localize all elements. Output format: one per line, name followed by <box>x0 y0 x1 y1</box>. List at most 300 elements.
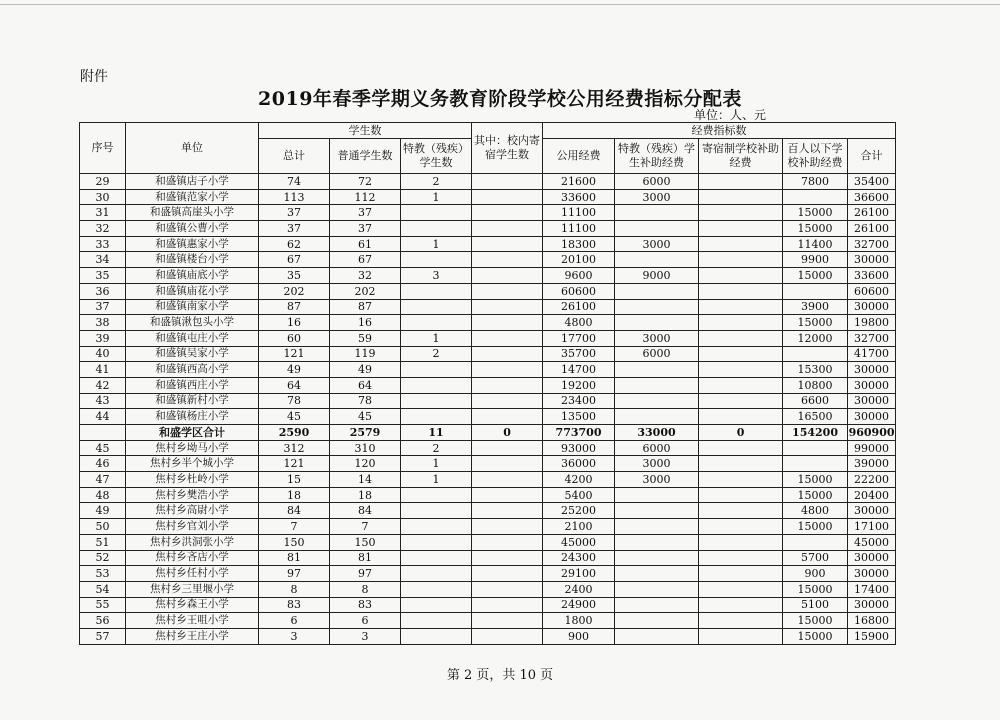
cell-small-school-subsidy: 12000 <box>783 330 848 346</box>
cell-total: 312 <box>259 440 330 456</box>
cell-total: 64 <box>259 377 330 393</box>
cell-special <box>401 503 472 519</box>
cell-public-funds: 20100 <box>543 252 615 268</box>
cell-unit-name: 和盛镇惠家小学 <box>126 236 259 252</box>
cell-total: 62 <box>259 236 330 252</box>
cell-small-school-subsidy: 15000 <box>783 519 848 535</box>
cell-public-funds: 45000 <box>543 534 615 550</box>
cell-unit-name: 焦村乡官刘小学 <box>126 519 259 535</box>
cell-special <box>401 362 472 378</box>
cell-public-funds: 93000 <box>543 440 615 456</box>
cell-public-funds: 17700 <box>543 330 615 346</box>
cell-boarding <box>472 189 543 205</box>
cell-boarding-subsidy <box>699 613 783 629</box>
header-small-school-subsidy: 百人以下学校补助经费 <box>783 139 848 174</box>
cell-boarding-subsidy <box>699 628 783 644</box>
header-public-funds: 公用经费 <box>543 139 615 174</box>
cell-small-school-subsidy: 15000 <box>783 205 848 221</box>
cell-boarding <box>472 566 543 582</box>
cell-small-school-subsidy: 15000 <box>783 613 848 629</box>
cell-regular: 37 <box>330 221 401 237</box>
cell-unit-name: 焦村乡王咀小学 <box>126 613 259 629</box>
cell-boarding <box>472 330 543 346</box>
cell-small-school-subsidy: 5700 <box>783 550 848 566</box>
cell-boarding-subsidy <box>699 503 783 519</box>
cell-sum: 30000 <box>848 299 896 315</box>
cell-special: 1 <box>401 330 472 346</box>
cell-unit-name: 焦村乡洪洞张小学 <box>126 534 259 550</box>
cell-boarding <box>472 299 543 315</box>
table-row <box>80 550 896 566</box>
cell-regular: 45 <box>330 409 401 425</box>
cell-sum: 99000 <box>848 440 896 456</box>
cell-unit-name: 和盛镇公曹小学 <box>126 221 259 237</box>
header-special: 特教（残疾）学生数 <box>401 139 472 174</box>
cell-boarding <box>472 597 543 613</box>
cell-boarding-subsidy <box>699 283 783 299</box>
cell-special <box>401 597 472 613</box>
cell-seq: 37 <box>80 299 126 315</box>
cell-public-funds: 11100 <box>543 221 615 237</box>
header-total: 总计 <box>259 139 330 174</box>
header-special-subsidy: 特教（残疾）学生补助经费 <box>615 139 699 174</box>
table-row <box>80 456 896 472</box>
table-row <box>80 221 896 237</box>
cell-total: 3 <box>259 628 330 644</box>
table-row <box>80 472 896 488</box>
table-row <box>80 377 896 393</box>
cell-boarding-subsidy <box>699 440 783 456</box>
cell-special-subsidy <box>615 503 699 519</box>
cell-public-funds: 29100 <box>543 566 615 582</box>
cell-boarding-subsidy <box>699 330 783 346</box>
cell-total: 15 <box>259 472 330 488</box>
cell-seq: 51 <box>80 534 126 550</box>
cell-boarding-subsidy <box>699 252 783 268</box>
cell-regular: 83 <box>330 597 401 613</box>
table-row <box>80 409 896 425</box>
cell-small-school-subsidy <box>783 346 848 362</box>
cell-boarding <box>472 628 543 644</box>
cell-regular: 32 <box>330 268 401 284</box>
cell-boarding: 0 <box>472 425 543 441</box>
cell-sum: 26100 <box>848 205 896 221</box>
cell-boarding <box>472 268 543 284</box>
cell-special <box>401 628 472 644</box>
cell-special <box>401 393 472 409</box>
cell-total: 81 <box>259 550 330 566</box>
table-row <box>80 628 896 644</box>
cell-regular: 310 <box>330 440 401 456</box>
cell-special-subsidy <box>615 550 699 566</box>
cell-boarding <box>472 174 543 190</box>
cell-special-subsidy: 3000 <box>615 472 699 488</box>
cell-special-subsidy <box>615 377 699 393</box>
cell-special-subsidy <box>615 597 699 613</box>
cell-small-school-subsidy: 9900 <box>783 252 848 268</box>
cell-seq: 48 <box>80 487 126 503</box>
cell-sum: 30000 <box>848 550 896 566</box>
cell-public-funds: 23400 <box>543 393 615 409</box>
cell-sum: 30000 <box>848 377 896 393</box>
table-row <box>80 346 896 362</box>
cell-unit-name: 和盛镇楼台小学 <box>126 252 259 268</box>
cell-small-school-subsidy: 15000 <box>783 581 848 597</box>
cell-total: 97 <box>259 566 330 582</box>
cell-boarding-subsidy <box>699 205 783 221</box>
cell-small-school-subsidy <box>783 283 848 299</box>
cell-seq: 36 <box>80 283 126 299</box>
cell-total: 7 <box>259 519 330 535</box>
cell-sum: 17100 <box>848 519 896 535</box>
cell-sum: 30000 <box>848 362 896 378</box>
cell-total: 202 <box>259 283 330 299</box>
table-row <box>80 393 896 409</box>
page-title: 2019年春季学期义务教育阶段学校公用经费指标分配表 <box>258 88 742 110</box>
cell-boarding-subsidy <box>699 346 783 362</box>
cell-seq: 32 <box>80 221 126 237</box>
cell-total: 84 <box>259 503 330 519</box>
cell-public-funds: 2400 <box>543 581 615 597</box>
cell-sum: 60600 <box>848 283 896 299</box>
cell-public-funds: 24900 <box>543 597 615 613</box>
cell-regular: 202 <box>330 283 401 299</box>
cell-public-funds: 35700 <box>543 346 615 362</box>
cell-small-school-subsidy: 15000 <box>783 472 848 488</box>
cell-boarding <box>472 236 543 252</box>
cell-special: 1 <box>401 189 472 205</box>
cell-sum: 30000 <box>848 566 896 582</box>
cell-special-subsidy: 3000 <box>615 189 699 205</box>
cell-regular: 112 <box>330 189 401 205</box>
cell-total: 113 <box>259 189 330 205</box>
cell-regular: 3 <box>330 628 401 644</box>
cell-boarding <box>472 362 543 378</box>
cell-regular: 59 <box>330 330 401 346</box>
cell-public-funds: 33600 <box>543 189 615 205</box>
cell-boarding-subsidy <box>699 189 783 205</box>
cell-seq: 54 <box>80 581 126 597</box>
cell-special-subsidy <box>615 628 699 644</box>
table-row <box>80 519 896 535</box>
cell-special-subsidy <box>615 393 699 409</box>
cell-boarding-subsidy <box>699 362 783 378</box>
cell-boarding-subsidy <box>699 315 783 331</box>
cell-seq: 53 <box>80 566 126 582</box>
cell-public-funds: 25200 <box>543 503 615 519</box>
cell-public-funds: 13500 <box>543 409 615 425</box>
cell-small-school-subsidy: 16500 <box>783 409 848 425</box>
cell-sum: 41700 <box>848 346 896 362</box>
cell-total: 78 <box>259 393 330 409</box>
table-row <box>80 252 896 268</box>
cell-regular: 150 <box>330 534 401 550</box>
cell-special <box>401 205 472 221</box>
table-row <box>80 597 896 613</box>
cell-small-school-subsidy: 15000 <box>783 315 848 331</box>
cell-regular: 14 <box>330 472 401 488</box>
cell-sum: 39000 <box>848 456 896 472</box>
cell-small-school-subsidy: 5100 <box>783 597 848 613</box>
cell-small-school-subsidy: 6600 <box>783 393 848 409</box>
table-row <box>80 503 896 519</box>
cell-unit-name: 和盛镇吴家小学 <box>126 346 259 362</box>
cell-sum: 19800 <box>848 315 896 331</box>
cell-boarding-subsidy <box>699 534 783 550</box>
cell-special <box>401 252 472 268</box>
cell-small-school-subsidy: 10800 <box>783 377 848 393</box>
cell-special-subsidy: 3000 <box>615 456 699 472</box>
cell-sum: 17400 <box>848 581 896 597</box>
table-row <box>80 440 896 456</box>
table-row <box>80 613 896 629</box>
cell-seq: 43 <box>80 393 126 409</box>
cell-seq: 40 <box>80 346 126 362</box>
cell-public-funds: 1800 <box>543 613 615 629</box>
cell-seq: 30 <box>80 189 126 205</box>
cell-boarding <box>472 613 543 629</box>
cell-sum: 33600 <box>848 268 896 284</box>
cell-sum: 32700 <box>848 330 896 346</box>
cell-regular: 16 <box>330 315 401 331</box>
cell-unit-name: 焦村乡樊浩小学 <box>126 487 259 503</box>
cell-sum: 30000 <box>848 409 896 425</box>
cell-public-funds: 773700 <box>543 425 615 441</box>
cell-special-subsidy <box>615 299 699 315</box>
cell-seq: 42 <box>80 377 126 393</box>
cell-boarding <box>472 472 543 488</box>
cell-regular: 2579 <box>330 425 401 441</box>
cell-regular: 78 <box>330 393 401 409</box>
cell-special-subsidy <box>615 613 699 629</box>
cell-public-funds: 14700 <box>543 362 615 378</box>
cell-special-subsidy: 33000 <box>615 425 699 441</box>
cell-total: 8 <box>259 581 330 597</box>
table-row <box>80 268 896 284</box>
cell-public-funds: 24300 <box>543 550 615 566</box>
cell-seq: 50 <box>80 519 126 535</box>
cell-sum: 45000 <box>848 534 896 550</box>
cell-public-funds: 21600 <box>543 174 615 190</box>
cell-special: 2 <box>401 440 472 456</box>
cell-regular: 67 <box>330 252 401 268</box>
cell-small-school-subsidy: 15000 <box>783 487 848 503</box>
cell-boarding <box>472 252 543 268</box>
cell-regular: 120 <box>330 456 401 472</box>
cell-regular: 64 <box>330 377 401 393</box>
table-row <box>80 330 896 346</box>
cell-small-school-subsidy: 900 <box>783 566 848 582</box>
cell-boarding <box>472 503 543 519</box>
cell-unit-name: 和盛镇南家小学 <box>126 299 259 315</box>
cell-seq: 39 <box>80 330 126 346</box>
cell-special-subsidy: 6000 <box>615 174 699 190</box>
cell-boarding <box>472 377 543 393</box>
cell-total: 2590 <box>259 425 330 441</box>
table-row <box>80 189 896 205</box>
table-body <box>80 174 896 645</box>
cell-public-funds: 4800 <box>543 315 615 331</box>
cell-unit-name: 焦村乡森王小学 <box>126 597 259 613</box>
cell-special: 11 <box>401 425 472 441</box>
cell-total: 121 <box>259 456 330 472</box>
cell-seq: 35 <box>80 268 126 284</box>
cell-total: 37 <box>259 221 330 237</box>
cell-special: 1 <box>401 236 472 252</box>
cell-special: 2 <box>401 174 472 190</box>
cell-small-school-subsidy: 7800 <box>783 174 848 190</box>
header-sum: 合计 <box>848 139 896 174</box>
cell-special-subsidy <box>615 409 699 425</box>
cell-boarding-subsidy <box>699 581 783 597</box>
cell-regular: 7 <box>330 519 401 535</box>
cell-boarding <box>472 205 543 221</box>
cell-unit-name: 和盛镇湫包头小学 <box>126 315 259 331</box>
cell-boarding-subsidy <box>699 456 783 472</box>
cell-special: 1 <box>401 456 472 472</box>
table-row <box>80 566 896 582</box>
cell-sum: 30000 <box>848 393 896 409</box>
cell-boarding <box>472 519 543 535</box>
cell-boarding-subsidy <box>699 472 783 488</box>
cell-unit-name: 和盛学区合计 <box>126 425 259 441</box>
cell-special: 1 <box>401 472 472 488</box>
cell-sum: 32700 <box>848 236 896 252</box>
cell-regular: 81 <box>330 550 401 566</box>
cell-public-funds: 9600 <box>543 268 615 284</box>
cell-total: 74 <box>259 174 330 190</box>
cell-sum: 20400 <box>848 487 896 503</box>
cell-special <box>401 315 472 331</box>
cell-seq: 55 <box>80 597 126 613</box>
header-unit: 单位 <box>126 123 259 174</box>
cell-unit-name: 和盛镇范家小学 <box>126 189 259 205</box>
cell-boarding <box>472 456 543 472</box>
table-row <box>80 362 896 378</box>
cell-special <box>401 487 472 503</box>
cell-sum: 30000 <box>848 503 896 519</box>
cell-small-school-subsidy <box>783 534 848 550</box>
cell-total: 60 <box>259 330 330 346</box>
cell-sum: 16800 <box>848 613 896 629</box>
cell-public-funds: 18300 <box>543 236 615 252</box>
cell-special-subsidy <box>615 221 699 237</box>
cell-sum: 30000 <box>848 597 896 613</box>
cell-special-subsidy: 3000 <box>615 236 699 252</box>
cell-special <box>401 221 472 237</box>
cell-boarding-subsidy <box>699 487 783 503</box>
cell-sum: 960900 <box>848 425 895 439</box>
cell-special-subsidy <box>615 283 699 299</box>
cell-regular: 61 <box>330 236 401 252</box>
cell-unit-name: 焦村乡高尉小学 <box>126 503 259 519</box>
cell-special-subsidy <box>615 205 699 221</box>
cell-small-school-subsidy <box>783 456 848 472</box>
unit-note: 单位：人、元 <box>694 108 767 122</box>
cell-small-school-subsidy: 154200 <box>783 425 848 441</box>
cell-sum: 15900 <box>848 628 896 644</box>
cell-special: 2 <box>401 346 472 362</box>
table-row <box>80 205 896 221</box>
cell-boarding-subsidy <box>699 299 783 315</box>
cell-special <box>401 566 472 582</box>
cell-boarding <box>472 346 543 362</box>
cell-unit-name: 焦村乡三里堰小学 <box>126 581 259 597</box>
cell-boarding <box>472 221 543 237</box>
cell-seq: 47 <box>80 472 126 488</box>
cell-boarding-subsidy <box>699 393 783 409</box>
header-funds-group: 经费指标数 <box>543 123 896 139</box>
table-row <box>80 283 896 299</box>
header-boarding-subsidy: 寄宿制学校补助经费 <box>699 139 783 174</box>
cell-special-subsidy <box>615 519 699 535</box>
cell-unit-name: 焦村乡坳马小学 <box>126 440 259 456</box>
cell-seq <box>80 425 126 441</box>
cell-special-subsidy: 3000 <box>615 330 699 346</box>
cell-boarding-subsidy <box>699 550 783 566</box>
cell-special <box>401 613 472 629</box>
cell-special <box>401 377 472 393</box>
cell-boarding <box>472 315 543 331</box>
cell-special-subsidy <box>615 581 699 597</box>
cell-regular: 87 <box>330 299 401 315</box>
cell-boarding <box>472 581 543 597</box>
cell-seq: 34 <box>80 252 126 268</box>
cell-boarding <box>472 409 543 425</box>
page-footer: 第 2 页，共 10 页 <box>446 668 554 683</box>
cell-total: 67 <box>259 252 330 268</box>
cell-sum: 22200 <box>848 472 896 488</box>
cell-special <box>401 299 472 315</box>
cell-public-funds: 2100 <box>543 519 615 535</box>
cell-seq: 52 <box>80 550 126 566</box>
cell-regular: 37 <box>330 205 401 221</box>
cell-sum: 26100 <box>848 221 896 237</box>
attachment-label: 附件 <box>80 69 108 85</box>
cell-public-funds: 19200 <box>543 377 615 393</box>
cell-public-funds: 26100 <box>543 299 615 315</box>
cell-unit-name: 和盛镇西庄小学 <box>126 377 259 393</box>
cell-boarding-subsidy <box>699 409 783 425</box>
cell-special-subsidy <box>615 362 699 378</box>
cell-boarding <box>472 487 543 503</box>
cell-public-funds: 4200 <box>543 472 615 488</box>
cell-sum: 30000 <box>848 252 896 268</box>
cell-small-school-subsidy: 11400 <box>783 236 848 252</box>
cell-total: 83 <box>259 597 330 613</box>
subtotal-row <box>80 425 896 441</box>
cell-unit-name: 和盛镇店子小学 <box>126 174 259 190</box>
cell-seq: 31 <box>80 205 126 221</box>
table-row <box>80 581 896 597</box>
cell-unit-name: 焦村乡半个城小学 <box>126 456 259 472</box>
cell-sum: 35400 <box>848 174 896 190</box>
cell-small-school-subsidy <box>783 440 848 456</box>
cell-public-funds: 36000 <box>543 456 615 472</box>
cell-seq: 29 <box>80 174 126 190</box>
allocation-table <box>79 122 896 645</box>
cell-boarding-subsidy <box>699 174 783 190</box>
cell-regular: 6 <box>330 613 401 629</box>
cell-special: 3 <box>401 268 472 284</box>
cell-regular: 49 <box>330 362 401 378</box>
cell-special-subsidy: 9000 <box>615 268 699 284</box>
table-row <box>80 299 896 315</box>
cell-special-subsidy <box>615 487 699 503</box>
cell-boarding <box>472 440 543 456</box>
cell-boarding-subsidy <box>699 377 783 393</box>
cell-special <box>401 519 472 535</box>
